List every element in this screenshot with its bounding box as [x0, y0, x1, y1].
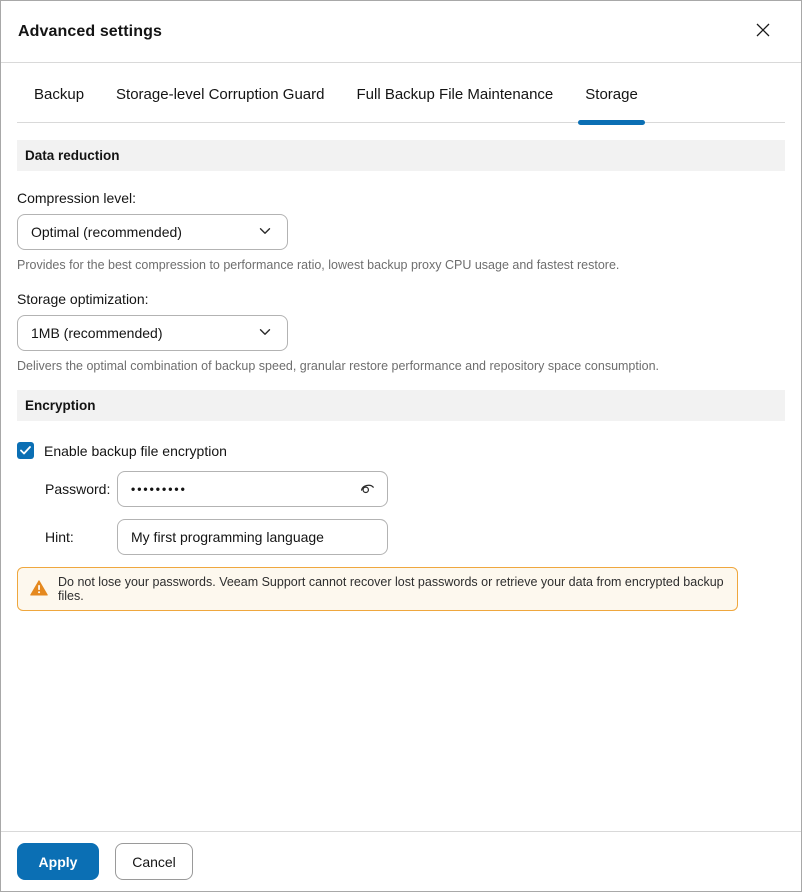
storage-optimization-description: Delivers the optimal combination of backup speed, granular restore performance and repository space consumption.	[17, 359, 660, 373]
dialog-footer	[1, 831, 801, 891]
tab-storage[interactable]: Storage	[578, 86, 645, 122]
storage-optimization-label: Storage optimization:	[17, 291, 149, 307]
compression-level-select[interactable]	[17, 214, 288, 250]
tab-full-backup-file-maintenance[interactable]: Full Backup File Maintenance	[356, 86, 554, 103]
section-heading: Encryption	[25, 398, 96, 413]
enable-encryption-label: Enable backup file encryption	[44, 442, 227, 459]
close-button[interactable]	[749, 18, 777, 46]
tab-bar	[17, 63, 785, 123]
chevron-down-icon	[257, 223, 273, 242]
checkbox-checked-icon[interactable]	[17, 442, 34, 459]
section-header-encryption	[17, 390, 785, 421]
hint-label: Hint:	[45, 529, 74, 545]
show-password-button[interactable]	[356, 478, 378, 500]
tab-storage-level-corruption-guard[interactable]: Storage-level Corruption Guard	[116, 86, 325, 103]
section-heading: Data reduction	[25, 148, 120, 163]
compression-level-description: Provides for the best compression to performance ratio, lowest backup proxy CPU usage and fastest restore.	[17, 258, 620, 272]
password-label: Password:	[45, 481, 111, 497]
close-icon	[755, 22, 771, 41]
hint-row	[17, 519, 785, 555]
password-warning-banner	[17, 567, 738, 611]
enable-encryption-checkbox-row[interactable]	[17, 442, 785, 459]
password-row	[17, 471, 785, 507]
password-input[interactable]	[117, 471, 388, 507]
dialog-header	[1, 1, 801, 63]
tab-backup[interactable]: Backup	[34, 86, 85, 103]
cancel-button[interactable]: Cancel	[115, 843, 193, 880]
compression-level-label: Compression level:	[17, 190, 137, 206]
eye-icon	[357, 478, 377, 501]
warning-text: Do not lose your passwords. Veeam Support cannot recover lost passwords or retrieve your data from encrypted backup files.	[58, 575, 724, 603]
password-field-wrapper	[117, 471, 388, 507]
chevron-down-icon	[257, 324, 273, 343]
compression-level-value: Optimal (recommended)	[31, 224, 182, 240]
storage-optimization-value: 1MB (recommended)	[31, 325, 163, 341]
warning-triangle-icon	[30, 580, 48, 599]
storage-optimization-select[interactable]	[17, 315, 288, 351]
section-header-data-reduction	[17, 140, 785, 171]
hint-input[interactable]	[117, 519, 388, 555]
dialog-title: Advanced settings	[18, 22, 162, 40]
apply-button[interactable]: Apply	[17, 843, 99, 880]
hint-field-wrapper	[117, 519, 388, 555]
dialog-body	[1, 123, 801, 831]
